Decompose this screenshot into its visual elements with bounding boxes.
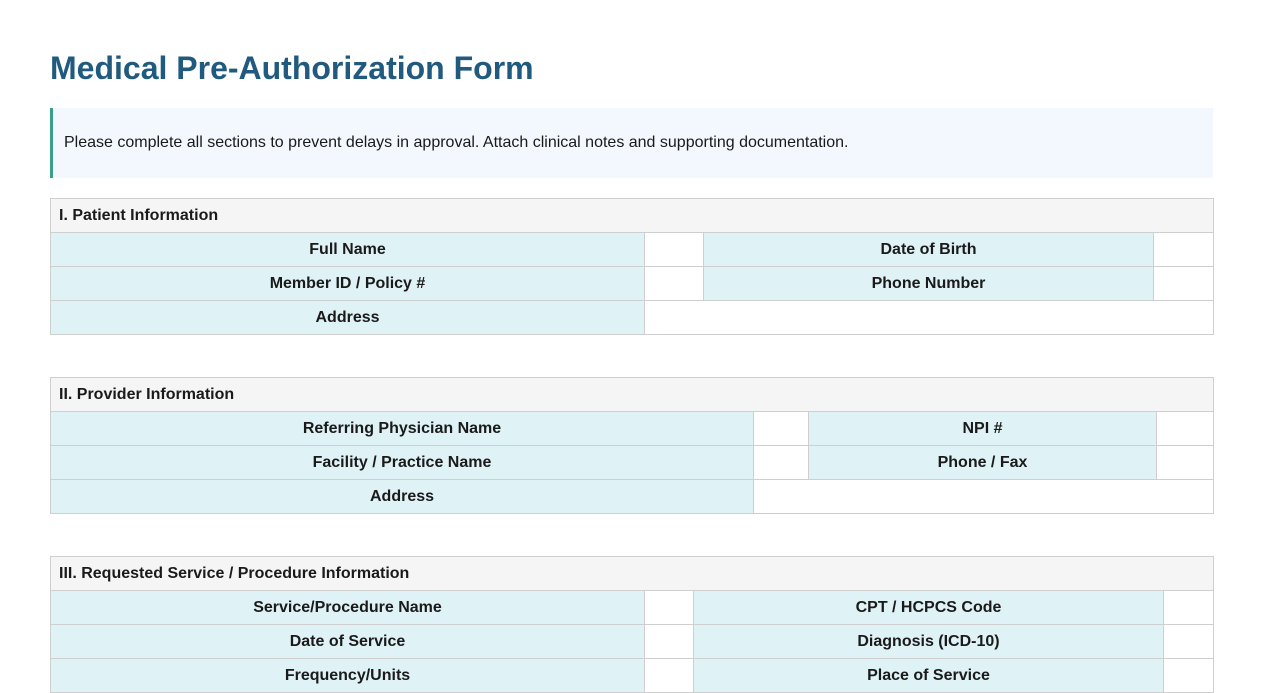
full-name-label: Full Name xyxy=(51,233,645,267)
date-of-birth-label: Date of Birth xyxy=(704,233,1154,267)
patient-address-field[interactable] xyxy=(645,301,1214,335)
date-of-birth-field[interactable] xyxy=(1154,233,1214,267)
service-name-field[interactable] xyxy=(645,591,694,625)
provider-address-label: Address xyxy=(51,480,754,514)
phone-number-label: Phone Number xyxy=(704,267,1154,301)
section-heading-provider: II. Provider Information xyxy=(51,378,1214,412)
member-id-label: Member ID / Policy # xyxy=(51,267,645,301)
cpt-code-field[interactable] xyxy=(1164,591,1214,625)
service-name-label: Service/Procedure Name xyxy=(51,591,645,625)
provider-information-section xyxy=(50,377,1214,514)
referring-physician-label: Referring Physician Name xyxy=(51,412,754,446)
member-id-field[interactable] xyxy=(645,267,704,301)
section-heading-patient: I. Patient Information xyxy=(51,199,1214,233)
instructions-notice: Please complete all sections to prevent delays in approval. Attach clinical notes and supporting documentation. xyxy=(50,108,1213,178)
full-name-field[interactable] xyxy=(645,233,704,267)
phone-fax-field[interactable] xyxy=(1157,446,1214,480)
phone-fax-label: Phone / Fax xyxy=(809,446,1157,480)
patient-address-label: Address xyxy=(51,301,645,335)
phone-number-field[interactable] xyxy=(1154,267,1214,301)
facility-field[interactable] xyxy=(754,446,809,480)
section-heading-service: III. Requested Service / Procedure Information xyxy=(51,557,1214,591)
diagnosis-label: Diagnosis (ICD-10) xyxy=(694,625,1164,659)
facility-label: Facility / Practice Name xyxy=(51,446,754,480)
provider-address-field[interactable] xyxy=(754,480,1214,514)
service-information-section xyxy=(50,556,1214,693)
npi-field[interactable] xyxy=(1157,412,1214,446)
page-title: Medical Pre-Authorization Form xyxy=(50,50,534,86)
diagnosis-field[interactable] xyxy=(1164,625,1214,659)
npi-label: NPI # xyxy=(809,412,1157,446)
patient-information-section xyxy=(50,198,1214,335)
form-page xyxy=(0,0,1263,108)
cpt-code-label: CPT / HCPCS Code xyxy=(694,591,1164,625)
date-of-service-label: Date of Service xyxy=(51,625,645,659)
place-of-service-field[interactable] xyxy=(1164,659,1214,693)
frequency-units-field[interactable] xyxy=(645,659,694,693)
frequency-units-label: Frequency/Units xyxy=(51,659,645,693)
place-of-service-label: Place of Service xyxy=(694,659,1164,693)
date-of-service-field[interactable] xyxy=(645,625,694,659)
referring-physician-field[interactable] xyxy=(754,412,809,446)
